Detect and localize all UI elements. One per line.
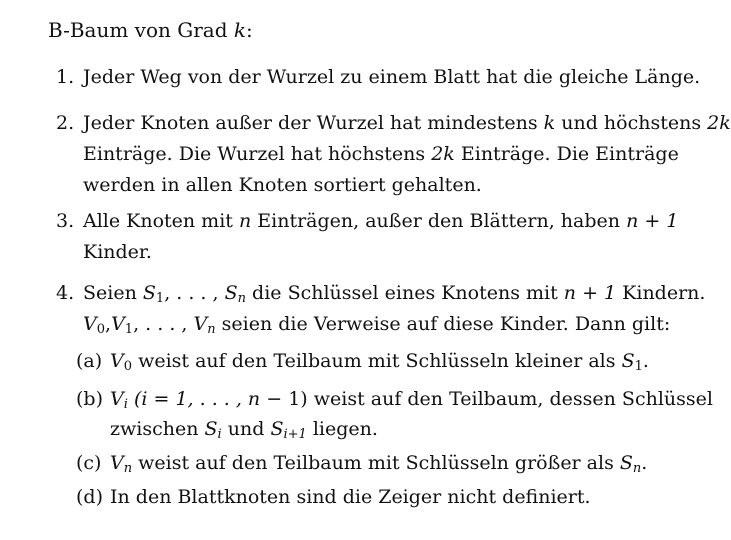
sub-item-label: (b) bbox=[76, 388, 103, 410]
item-number: 2. bbox=[56, 112, 75, 134]
title-var: k bbox=[233, 18, 246, 42]
item-number: 3. bbox=[56, 210, 75, 232]
title-text: B-Baum von Grad bbox=[48, 18, 228, 42]
sub-item-text: $V_i$ (i = 1, . . . , n − 1) weist auf den Teilbaum, dessen Schlüssel zwischen $S_i$ und $S_{i+1}$ liegen. bbox=[110, 388, 713, 442]
item-number: 1. bbox=[56, 66, 75, 88]
sub-item-text: $V_n$ weist auf den Teilbaum mit Schlüsseln größer als $S_n$. bbox=[110, 452, 648, 476]
item-text: Seien $S_1$, . . . , $S_n$ die Schlüssel eines Knotens mit n + 1 Kindern. $V_0,V_1$, . . . , $V_n$ seien die Verweise auf diese Kinder. Dann gilt: bbox=[83, 282, 706, 337]
sub-item-text: $V_0$ weist auf den Teilbaum mit Schlüsseln kleiner als $S_1$. bbox=[110, 350, 649, 374]
sub-item-label: (d) bbox=[76, 486, 103, 508]
title-colon: : bbox=[245, 18, 253, 42]
sub-item-text: In den Blattknoten sind die Zeiger nicht definiert. bbox=[110, 486, 591, 508]
slide-title bbox=[48, 18, 253, 42]
sub-item-label: (a) bbox=[76, 350, 103, 372]
sub-item-label: (c) bbox=[76, 452, 102, 474]
item-text: Jeder Knoten außer der Wurzel hat mindestens k und höchstens 2k Einträge. Die Wurzel hat höchstens 2k Einträge. Die Einträge werden in allen Knoten sortiert gehalten. bbox=[83, 112, 731, 196]
item-number: 4. bbox=[56, 282, 75, 304]
item-text: Alle Knoten mit n Einträgen, außer den Blättern, haben n + 1 Kinder. bbox=[83, 210, 679, 263]
item-text: Jeder Weg von der Wurzel zu einem Blatt hat die gleiche Länge. bbox=[83, 66, 701, 88]
